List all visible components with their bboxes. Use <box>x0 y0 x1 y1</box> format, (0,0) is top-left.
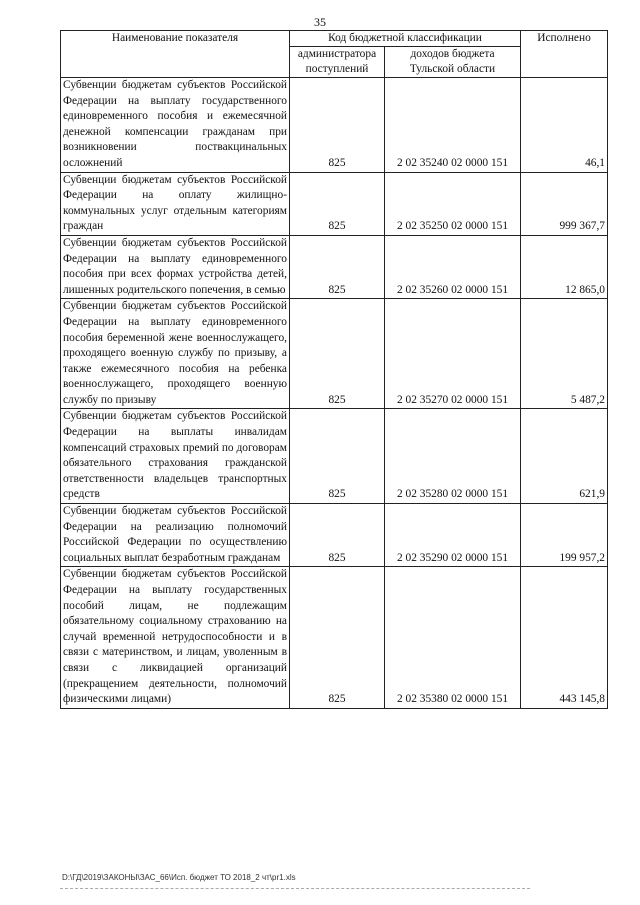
row-revenue-code: 2 02 35290 02 0000 151 <box>385 504 521 567</box>
row-name: Субвенции бюджетам субъектов Российской Федерации на выплату единовременного пособия беременной жене военнослужащего, проходящего военную службу по призыву, а также ежемесячного пособия на ребенка военнослужащего, проходящего военную службу по призыву <box>61 299 290 409</box>
row-admin-code: 825 <box>290 172 385 235</box>
row-admin-code: 825 <box>290 567 385 708</box>
table-row <box>61 504 608 567</box>
header-admin: администратора поступлений <box>290 47 385 78</box>
row-revenue-code: 2 02 35250 02 0000 151 <box>385 172 521 235</box>
row-name: Субвенции бюджетам субъектов Российской Федерации на выплаты инвалидам компенсаций страховых премий по договорам обязательного страхования гражданской ответственности владельцев транспортных средств <box>61 409 290 504</box>
row-name: Субвенции бюджетам субъектов Российской Федерации на выплату государственных пособий лицам, не подлежащим обязательному социальному страхованию на случай временной нетрудоспособности и в связи с материнством, и лицам, уволенным в связи с ликвидацией организаций (прекращением деятельности, полномочий физическими лицами) <box>61 567 290 708</box>
row-name: Субвенции бюджетам субъектов Российской Федерации на выплату единовременного пособия при всех формах устройства детей, лишенных родительского попечения, в семью <box>61 235 290 298</box>
row-amount: 199 957,2 <box>521 504 608 567</box>
row-amount: 46,1 <box>521 78 608 173</box>
table-row <box>61 235 608 298</box>
row-amount: 443 145,8 <box>521 567 608 708</box>
row-admin-code: 825 <box>290 235 385 298</box>
row-admin-code: 825 <box>290 409 385 504</box>
table-row <box>61 409 608 504</box>
row-name: Субвенции бюджетам субъектов Российской Федерации на реализацию полномочий Российской Федерации по осуществлению социальных выплат безработным гражданам <box>61 504 290 567</box>
row-admin-code: 825 <box>290 504 385 567</box>
row-amount: 999 367,7 <box>521 172 608 235</box>
page-number: 35 <box>314 15 326 29</box>
row-amount: 621,9 <box>521 409 608 504</box>
table-header-row <box>61 31 608 47</box>
header-revenue: доходов бюджета Тульской области <box>385 47 521 78</box>
footer-divider <box>60 888 530 889</box>
row-amount: 12 865,0 <box>521 235 608 298</box>
row-revenue-code: 2 02 35260 02 0000 151 <box>385 235 521 298</box>
header-name: Наименование показателя <box>61 31 290 78</box>
budget-table <box>60 30 608 709</box>
row-revenue-code: 2 02 35380 02 0000 151 <box>385 567 521 708</box>
row-revenue-code: 2 02 35240 02 0000 151 <box>385 78 521 173</box>
row-name: Субвенции бюджетам субъектов Российской Федерации на оплату жилищно-коммунальных услуг отдельным категориям граждан <box>61 172 290 235</box>
table-row <box>61 172 608 235</box>
file-path-footer: D:\ГД\2019\ЗАКОНЫ\ЗАС_66\Исп. бюджет ТО 2018_2 чт\pr1.xls <box>62 873 296 882</box>
table-row <box>61 567 608 708</box>
table-row <box>61 78 608 173</box>
row-revenue-code: 2 02 35270 02 0000 151 <box>385 299 521 409</box>
row-admin-code: 825 <box>290 299 385 409</box>
header-code-group: Код бюджетной классификации <box>290 31 521 47</box>
header-executed: Исполнено <box>521 31 608 78</box>
row-revenue-code: 2 02 35280 02 0000 151 <box>385 409 521 504</box>
row-amount: 5 487,2 <box>521 299 608 409</box>
row-name: Субвенции бюджетам субъектов Российской Федерации на выплату государственного единовременного пособия и ежемесячной денежной компенсации гражданам при возникновении поствакцинальных осложнений <box>61 78 290 173</box>
row-admin-code: 825 <box>290 78 385 173</box>
table-row <box>61 299 608 409</box>
